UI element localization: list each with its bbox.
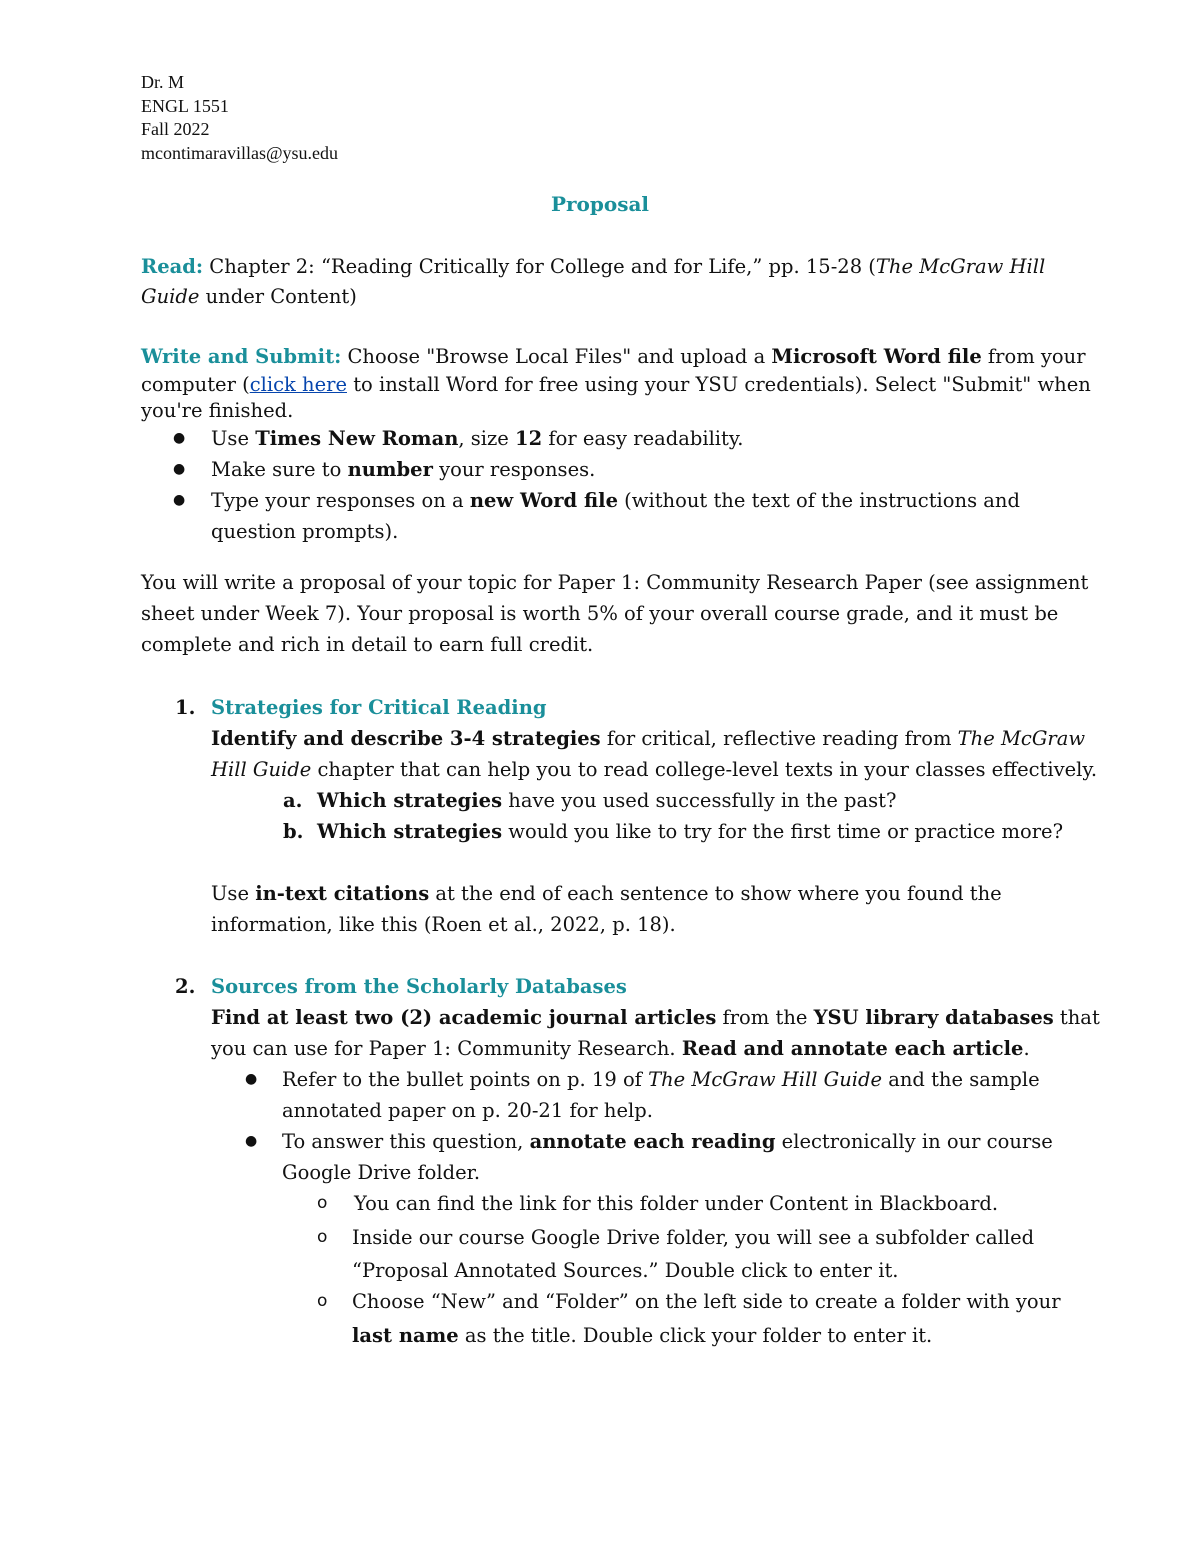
s2-sub-3: Choose “New” and “Folder” on the left side to create a folder with your xyxy=(352,1290,1061,1313)
s1-line-2: Hill Guide chapter that can help you to read college-level texts in your classes effectively. xyxy=(211,758,1098,781)
bullet-icon: ● xyxy=(173,492,186,508)
s2-line-2: you can use for Paper 1: Community Research. Read and annotate each article. xyxy=(211,1037,1030,1060)
sub-item-b: Which strategies would you like to try for the first time or practice more? xyxy=(317,820,1064,843)
section-1-number: 1. xyxy=(175,696,196,719)
intro-line-2: sheet under Week 7). Your proposal is worth 5% of your overall course grade, and it must be xyxy=(141,602,1059,625)
bullet-item-number: Make sure to number your responses. xyxy=(211,458,596,481)
sub-item-a-marker: a. xyxy=(283,789,303,812)
sub-bullet-icon: o xyxy=(317,1193,328,1213)
page-title: Proposal xyxy=(550,192,650,216)
s2-bullet-1: Refer to the bullet points on p. 19 of The McGraw Hill Guide and the sample xyxy=(282,1068,1040,1091)
s2-sub-2-cont: “Proposal Annotated Sources.” Double click to enter it. xyxy=(352,1259,899,1282)
write-line-1: Write and Submit: Choose "Browse Local Files" and upload a Microsoft Word file from your xyxy=(141,345,1086,368)
bullet-icon: ● xyxy=(173,461,186,477)
read-line-2: Guide under Content) xyxy=(141,285,357,308)
bullet-item-new-file: Type your responses on a new Word file (without the text of the instructions and xyxy=(211,489,1020,512)
s1-line-1: Identify and describe 3-4 strategies for critical, reflective reading from The McGraw xyxy=(211,727,1086,750)
s2-line-1: Find at least two (2) academic journal articles from the YSU library databases that xyxy=(211,1006,1100,1029)
write-label: Write and Submit: xyxy=(141,345,342,368)
section-2-heading: Sources from the Scholarly Databases xyxy=(211,975,627,998)
sub-item-a: Which strategies have you used successfully in the past? xyxy=(317,789,897,812)
course-code: ENGL 1551 xyxy=(141,96,229,116)
bullet-icon: ● xyxy=(245,1071,258,1087)
sub-item-b-marker: b. xyxy=(283,820,304,843)
s2-bullet-2-cont: Google Drive folder. xyxy=(282,1161,481,1184)
write-line-3: you're finished. xyxy=(141,399,294,422)
citation-line-1: Use in-text citations at the end of each sentence to show where you found the xyxy=(211,882,1002,905)
install-word-link[interactable]: click here xyxy=(249,373,347,396)
instructor-name: Dr. M xyxy=(141,72,185,92)
term: Fall 2022 xyxy=(141,119,210,139)
bullet-item-new-file-cont: question prompts). xyxy=(211,520,399,543)
bullet-item-font: Use Times New Roman, size 12 for easy readability. xyxy=(211,427,744,450)
sub-bullet-icon: o xyxy=(317,1291,328,1311)
intro-line-1: You will write a proposal of your topic for Paper 1: Community Research Paper (see assignment xyxy=(141,571,1089,594)
bullet-icon: ● xyxy=(173,430,186,446)
sub-bullet-icon: o xyxy=(317,1227,328,1247)
intro-line-3: complete and rich in detail to earn full credit. xyxy=(141,633,594,656)
section-2-number: 2. xyxy=(175,975,196,998)
s2-bullet-2: To answer this question, annotate each reading electronically in our course xyxy=(282,1130,1053,1153)
bullet-icon: ● xyxy=(245,1133,258,1149)
s2-sub-3-cont: last name as the title. Double click your folder to enter it. xyxy=(352,1324,933,1347)
book-title: The McGraw Hill xyxy=(875,255,1046,278)
section-1-heading: Strategies for Critical Reading xyxy=(211,696,547,719)
instructor-email: mcontimaravillas@ysu.edu xyxy=(141,143,339,163)
read-label: Read: xyxy=(141,255,204,278)
write-line-2: computer (click here to install Word for free using your YSU credentials). Select "Submit" when xyxy=(141,373,1091,396)
s2-sub-1: You can find the link for this folder under Content in Blackboard. xyxy=(354,1192,999,1215)
s2-sub-2: Inside our course Google Drive folder, you will see a subfolder called xyxy=(352,1226,1035,1249)
read-line-1: Read: Chapter 2: “Reading Critically for College and for Life,” pp. 15-28 (The McGraw Hill xyxy=(141,255,1046,278)
s2-bullet-1-cont: annotated paper on p. 20-21 for help. xyxy=(282,1099,653,1122)
citation-line-2: information, like this (Roen et al., 2022, p. 18). xyxy=(211,913,676,936)
